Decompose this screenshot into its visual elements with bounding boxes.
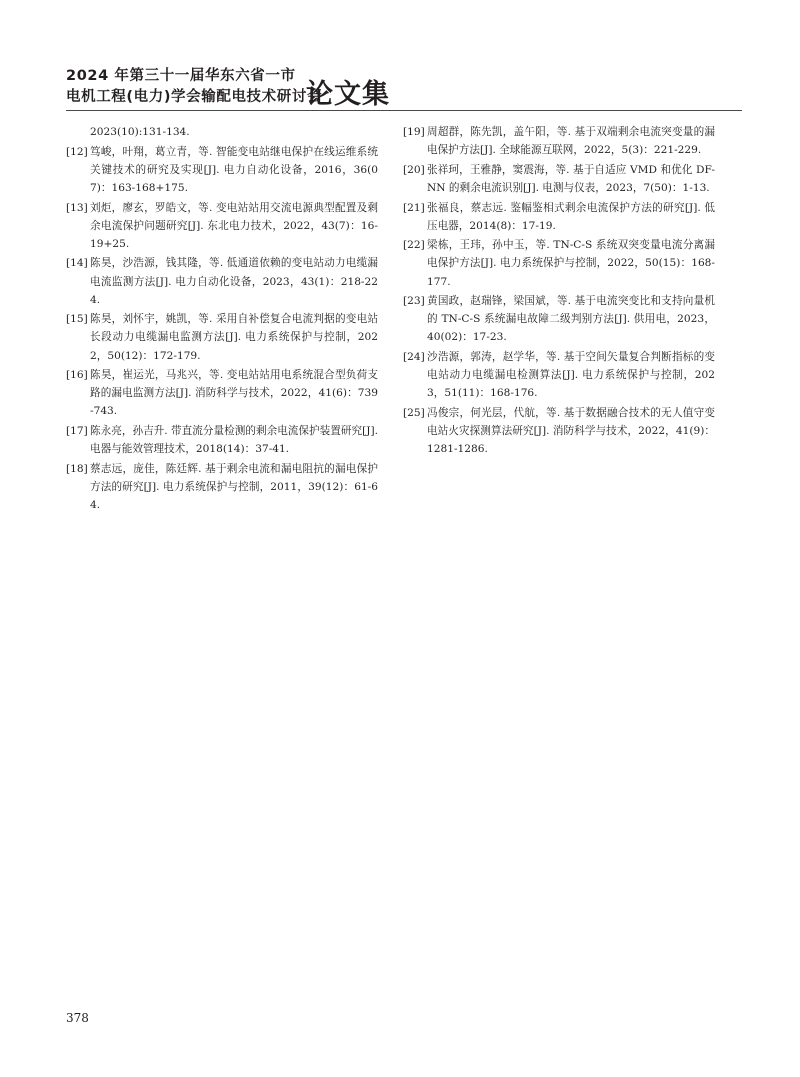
reference-item [403,236,715,290]
reference-number: [12] [66,145,88,158]
conference-name-line-2: 电机工程(电力)学会输配电技术研讨会 [66,89,323,105]
reference-item [66,143,378,197]
reference-text: 周超群，陈先凯，盖午阳，等. 基于双端剩余电流突变量的漏电保护方法[J]. 全球能源互联网，2022，5(3)：221-229. [427,126,715,157]
reference-item [66,422,378,458]
reference-item [66,199,378,253]
reference-text: 张祥珂，王雅静，窦震海，等. 基于自适应 VMD 和优化 DF-NN 的剩余电流识别[J]. 电测与仪表，2023，7(50)：1-13. [427,163,715,194]
reference-item [403,404,715,458]
reference-text: 张福良，蔡志远. 鉴幅鉴相式剩余电流保护方法的研究[J]. 低压电器，2014(8)：17-19. [427,201,715,232]
reference-item [403,123,715,159]
reference-item [403,199,715,235]
reference-item [403,161,715,197]
reference-number: [15] [66,313,88,326]
reference-column-left [66,123,378,516]
reference-item [403,348,715,402]
reference-number: [25] [403,406,425,419]
reference-text: 梁栋，王玮，孙中玉，等. TN-C-S 系统双突变量电流分离漏电保护方法[J]. 电力系统保护与控制，2022，50(15)：168-177. [427,239,715,288]
reference-item [66,366,378,420]
reference-number: [18] [66,462,88,475]
proceedings-title: 论文集 [306,79,390,110]
reference-continuation: 2023(10):131-134. [90,126,190,138]
reference-number: [23] [403,295,425,308]
reference-number: [14] [66,257,88,270]
reference-column-right [403,123,715,460]
reference-text: 冯俊宗，何光层，代航，等. 基于数据融合技术的无人值守变电站火灾探测算法研究[J]. 消防科学与技术，2022，41(9)：1281-1286. [427,406,715,456]
reference-item [66,460,378,514]
page-number: 378 [66,1011,89,1025]
reference-number: [17] [66,425,88,438]
reference-number: [20] [403,163,425,176]
header-divider [66,110,742,111]
reference-item [403,292,715,346]
reference-number: [24] [403,351,425,364]
reference-text: 陈昊，沙浩源，钱其隆，等. 低通道依赖的变电站动力电缆漏电流监测方法[J]. 电力自动化设备，2023，43(1)：218-224. [90,257,378,306]
reference-number: [21] [403,201,425,214]
reference-text: 蔡志远，庞佳，陈廷辉. 基于剩余电流和漏电阻抗的漏电保护方法的研究[J]. 电力系统保护与控制，2011，39(12)：61-64. [90,462,378,512]
reference-text: 陈昊，崔运光，马兆兴，等. 变电站站用电系统混合型负荷支路的漏电监测方法[J]. 消防科学与技术，2022，41(6)：739-743. [90,369,378,418]
reference-item [66,310,378,364]
reference-text: 黄国政，赵瑞锋，梁国斌，等. 基于电流突变比和支持向量机的 TN-C-S 系统漏电故障二级判别方法[J]. 供用电，2023，40(02)：17-23. [427,295,715,344]
reference-text: 刘炬，廖玄，罗皓文，等. 变电站站用交流电源典型配置及剩余电流保护问题研究[J]. 东北电力技术，2022，43(7)：16-19+25. [90,201,378,250]
reference-number: [22] [403,239,425,252]
reference-text: 陈昊，刘怀宇，姚凯，等. 采用自补偿复合电流判据的变电站长段动力电缆漏电监测方法[J]. 电力系统保护与控制，2022，50(12)：172-179. [90,313,378,362]
reference-number: [16] [66,369,88,382]
reference-number: [19] [403,126,425,138]
reference-text: 笃峻，叶翔，葛立青，等. 智能变电站继电保护在线运维系统关键技术的研究及实现[J]. 电力自动化设备，2016，36(07)：163-168+175. [90,145,378,194]
conference-name-line-1: 2024 年第三十一届华东六省一市 [66,68,296,84]
reference-item [66,254,378,308]
reference-text: 陈永亮，孙吉升. 带直流分量检测的剩余电流保护装置研究[J]. 电器与能效管理技术，2018(14)：37-41. [90,425,378,456]
reference-number: [13] [66,201,88,214]
running-header [66,64,742,108]
reference-text: 沙浩源，郭涛，赵学华，等. 基于空间矢量复合判断指标的变电站动力电缆漏电检测算法[J]. 电力系统保护与控制，2023，51(11)：168-176. [427,351,715,400]
